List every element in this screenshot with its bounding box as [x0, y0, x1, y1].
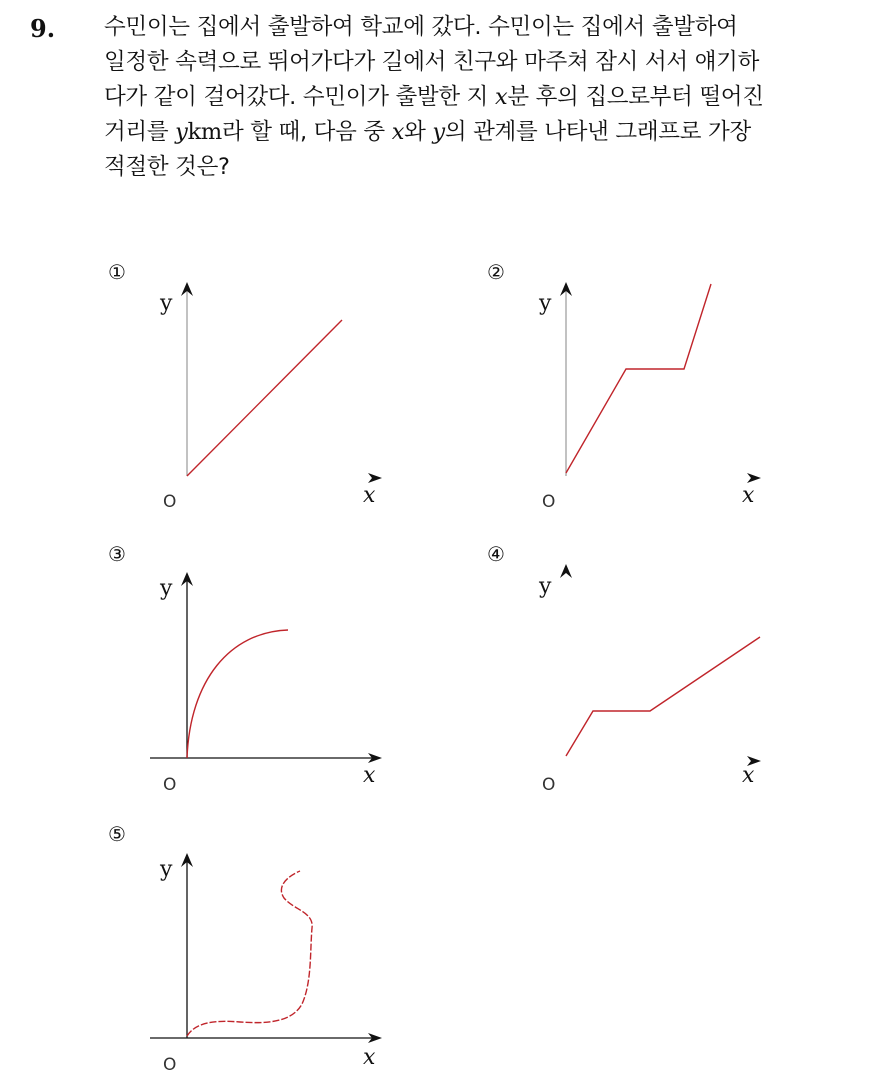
y-axis-label: y — [539, 574, 552, 599]
origin-label: O — [542, 492, 556, 512]
question-text-segment: 와 — [404, 119, 433, 145]
math-variable: y — [432, 119, 445, 145]
choice-5-label[interactable]: ⑤ — [108, 822, 126, 846]
choice-2-label[interactable]: ② — [487, 260, 505, 284]
question-number: 9. — [30, 14, 56, 43]
graph-curve — [187, 630, 288, 758]
x-axis-label: x — [742, 483, 755, 508]
question-text-segment: 라 할 때, 다음 중 — [221, 119, 392, 145]
math-variable: x — [391, 119, 405, 145]
y-axis-label: y — [539, 291, 552, 316]
math-variable: y — [175, 119, 188, 145]
choice-3-label[interactable]: ③ — [108, 542, 126, 566]
x-axis-arrow — [747, 473, 761, 483]
unit-text: km — [187, 119, 222, 145]
graph-choice-4[interactable] — [538, 564, 761, 795]
origin-label: O — [163, 1055, 177, 1075]
question-text-segment: 수민이는 집에서 출발하여 학교에 갔다. 수민이는 집에서 출발하여 — [104, 14, 738, 40]
question-text-segment: 분 후의 집으로부터 떨어진 — [507, 84, 764, 110]
x-axis-label: x — [363, 483, 376, 508]
math-variable: x — [494, 84, 508, 110]
graph-curve — [566, 284, 711, 473]
graph-choice-5[interactable] — [150, 853, 382, 1075]
y-axis-arrow — [560, 564, 572, 578]
question-text-segment: 거리를 — [104, 119, 176, 145]
origin-label: O — [163, 775, 177, 795]
x-axis-label: x — [363, 1045, 376, 1070]
question-text-segment: 다가 같이 걸어갔다. 수민이가 출발한 지 — [104, 84, 495, 110]
question-text-segment: 의 관계를 나타낸 그래프로 가장 — [444, 119, 751, 145]
graph-curve — [187, 320, 342, 476]
graph-choice-2[interactable] — [538, 282, 761, 512]
y-axis-label: y — [160, 576, 173, 601]
graph-choice-1[interactable] — [159, 282, 382, 512]
choice-1-label[interactable]: ① — [108, 260, 126, 284]
origin-label: O — [542, 775, 556, 795]
y-axis-label: y — [160, 291, 173, 316]
graph-curve — [187, 871, 312, 1036]
x-axis-label: x — [363, 763, 376, 788]
x-axis-label: x — [742, 763, 755, 788]
graph-curve — [566, 637, 760, 756]
question-text-segment: 적절한 것은? — [104, 154, 230, 180]
question-text-segment: 일정한 속력으로 뛰어가다가 길에서 친구와 마주쳐 잠시 서서 얘기하 — [104, 49, 759, 75]
choice-4-label[interactable]: ④ — [487, 542, 505, 566]
graph-choice-3[interactable] — [150, 572, 382, 795]
y-axis-label: y — [160, 857, 173, 882]
x-axis-arrow — [368, 473, 382, 483]
origin-label: O — [163, 492, 177, 512]
